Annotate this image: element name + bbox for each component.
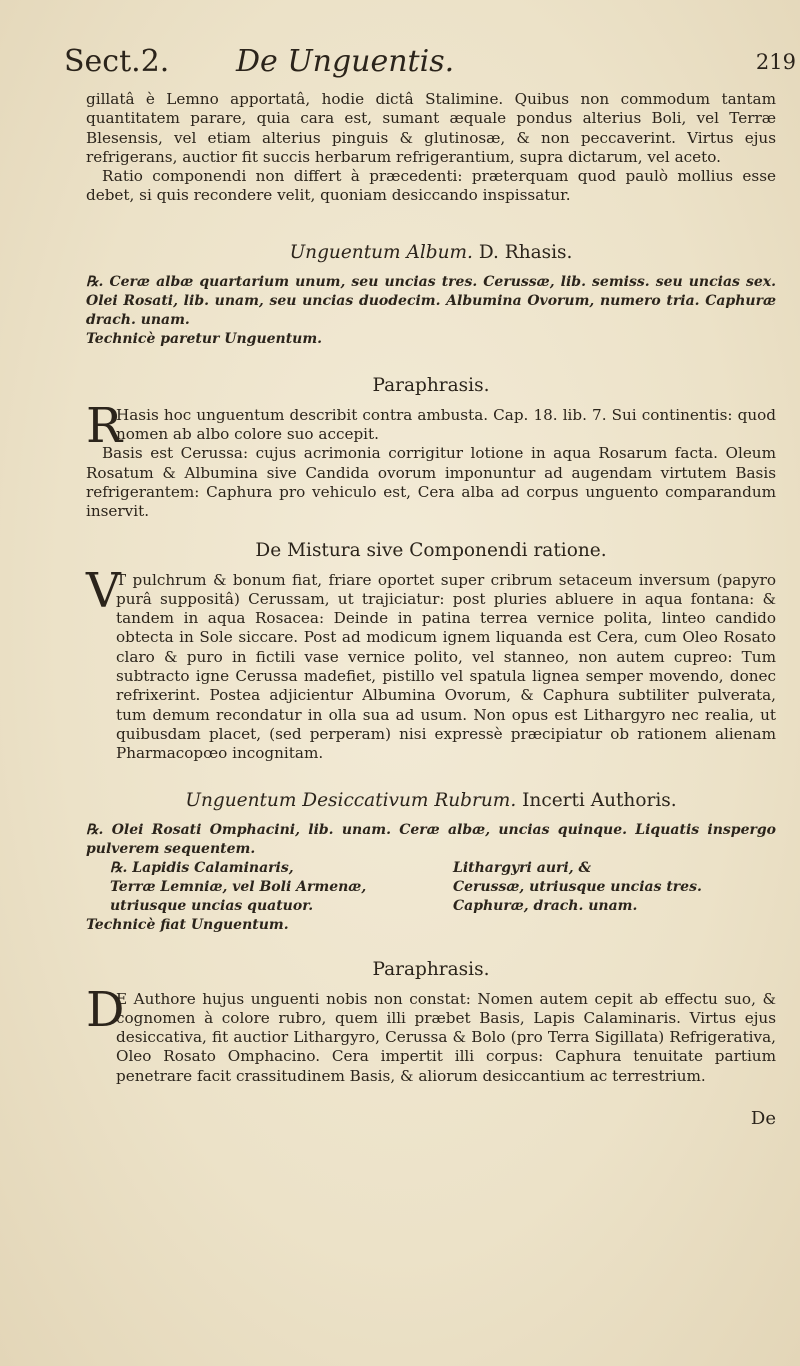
running-header [64,40,796,90]
paraphrasis-paragraph-2: Basis est Cerussa: cujus acrimonia corrigitur lotione in aqua Rosarum facta. Oleum Rosatum & Albumina sive Candida ovorum imponuntur ad augendam virtutem Basis refrigerantem: Caphura pro vehiculo est, Cera alba ad corpus unguento comparandum inservit. [86,444,776,521]
recipe-column-left [110,859,433,916]
paraphrasis-paragraph-1: Hasis hoc unguentum describit contra ambusta. Cap. 18. lib. 7. Sui continentis: quod nomen ab albo colore suo accepit. [116,405,776,444]
heading-author: D. Rhasis. [478,241,573,263]
recipe-text: ℞. Olei Rosati Omphacini, lib. unam. Ceræ albæ, uncias quinque. Liquatis inspergo pulverem sequentem. [86,821,776,857]
paraphrasis-block-2 [86,981,776,1086]
section-heading-unguentum-rubrum [86,790,776,811]
intro-paragraph-2: Ratio componendi non differt à præcedenti: præterquam quod paulò mollius esse debet, si quis recondere velit, quoniam desiccando inspissatur. [86,167,776,205]
recipe-line: Lithargyri auri, & [453,859,592,876]
recipe-line: Cerussæ, utriusque uncias tres. [453,878,702,895]
heading-author: Incerti Authoris. [522,789,677,811]
drop-cap: D [86,981,125,1038]
section-heading-mistura: De Mistura sive Componendi ratione. [255,539,607,561]
catchword: De [750,1108,776,1130]
drop-cap: V [86,562,121,619]
recipe-line: ℞. Lapidis Calaminaris, [110,859,294,876]
paraphrasis-heading-2: Paraphrasis. [372,958,490,980]
catchword-row [86,1108,776,1148]
technice-line: Technicè fiat Unguentum. [86,916,289,933]
paraphrasis-block-1 [86,397,776,454]
page-content [64,40,796,1148]
header-section: Sect.2. [64,44,170,79]
intro-paragraph-1: gillatâ è Lemno apportatâ, hodie dictâ Stalimine. Quibus non commodum tantam quantitatem parare, quia cara est, sumant æquale pondus alterius Boli, vel Terræ Blesensis, vel etiam alterius pinguis & glutinosæ, & non peccaverint. Virtus ejus refrigerans, auctior fit succis herbarum refrigerantium, supra dictarum, vel aceto. [86,90,776,166]
page-number: 219 [755,50,796,74]
recipe-column-right [453,859,776,916]
recipe-line: utriusque uncias quatuor. [110,897,314,914]
drop-cap: R [86,397,123,454]
header-title: De Unguentis. [236,44,455,79]
heading-title: Unguentum Album. [289,241,473,263]
recipe-two-columns [86,859,776,916]
paraphrasis-heading-1: Paraphrasis. [372,374,490,396]
heading-title: Unguentum Desiccativum Rubrum. [185,789,517,811]
recipe-line: Caphuræ, drach. unam. [453,897,638,914]
mistura-paragraph: T pulchrum & bonum fiat, friare oportet super cribrum setaceum inversum (papyro purâ suppositâ) Cerussam, ut trajiciatur: post pluries abluere in aqua fontana: & tandem in aqua Rosacea: Deinde in patina terrea vernice polita, linteo candido obtecta in Sole siccare. Post ad modicum ignem liquanda est Cera, cum Oleo Rosato claro & puro in fictili vase vernice polito, vel stanneo, non autem cupreo: Tum subtracto igne Cerussa madefiet, pistillo vel spatula lignea semper movendo, donec refrixerint. Postea adjicientur Albumina Ovorum, & Caphura subtiliter pulverata, tum demum recondatur in olla sua ad usum. Non opus est Lithargyro nec realia, ut quibusdam placet, (sed perperam) nisi expressè præcipiatur ob rationem alienam Pharmacopœo incognitam. [116,570,776,763]
recipe-text: ℞. Ceræ albæ quartarium unum, seu uncias tres. Cerussæ, lib. semiss. seu uncias sex. Olei Rosati, lib. unam, seu uncias duodecim. Albumina Ovorum, numero tria. Caphuræ drach. unam. [86,273,776,328]
mistura-block [86,562,776,764]
technice-line: Technicè paretur Unguentum. [86,330,323,347]
recipe-line: Terræ Lemniæ, vel Boli Armenæ, [110,878,367,895]
section-heading-unguentum-album [86,242,776,263]
paraphrasis-paragraph-3: E Authore hujus unguenti nobis non constat: Nomen autem cepit ab effectu suo, & cognomen à colore rubro, quem illi præbet Basis, Lapis Calaminaris. Virtus ejus desiccativa, fit auctior Lithargyro, Cerussa & Bolo (pro Terra Sigillata) Refrigerativa, Oleo Rosato Omphacino. Cera impertit illi corpus: Caphura tenuitate partium penetrare facit crassitudinem Basis, & aliorum desiccantium ac terrestrium. [116,989,776,1085]
